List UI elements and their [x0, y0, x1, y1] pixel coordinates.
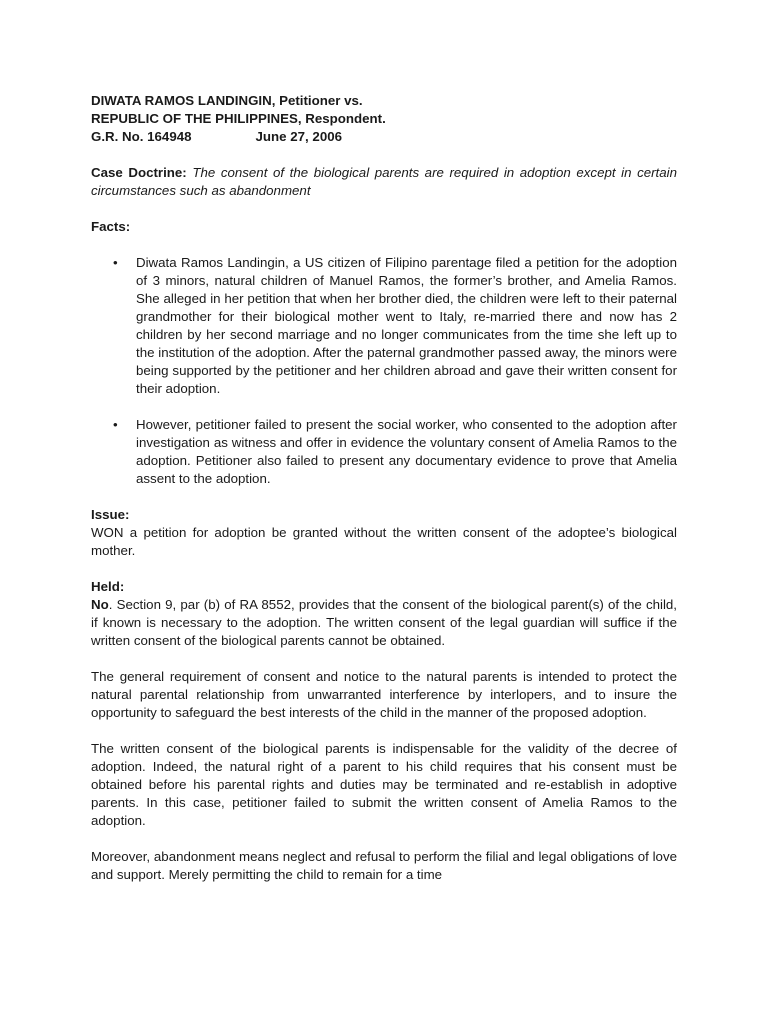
case-title-respondent: REPUBLIC OF THE PHILIPPINES, Respondent. — [91, 111, 386, 126]
bullet-icon: • — [113, 255, 118, 270]
case-gr-line — [91, 128, 677, 146]
held-answer: No — [91, 597, 109, 612]
decision-date: June 27, 2006 — [255, 129, 343, 144]
case-doctrine-text: The consent of the biological parents are required in adoption except in certain circumstances such as abandonment — [91, 165, 677, 198]
case-title-petitioner: DIWATA RAMOS LANDINGIN, Petitioner vs. — [91, 93, 363, 108]
issue-text: WON a petition for adoption be granted without the written consent of the adoptee’s biological mother. — [91, 525, 677, 558]
facts-list-item — [91, 416, 677, 488]
facts-list — [91, 254, 677, 488]
held-paragraph — [91, 596, 677, 650]
facts-heading: Facts: — [91, 219, 131, 234]
held-paragraph: Moreover, abandonment means neglect and refusal to perform the filial and legal obligations of love and support. Merely permitting the child to remain for a time — [91, 849, 677, 882]
facts-item-text: However, petitioner failed to present the social worker, who consented to the adoption after investigation as witness and offer in evidence the voluntary consent of Amelia Ramos to the adoption. Petitioner also failed to present any documentary evidence to prove that Amelia assent to the adoption. — [136, 417, 677, 486]
facts-list-item — [91, 254, 677, 398]
held-paragraph: The written consent of the biological parents is indispensable for the validity of the decree of adoption. Indeed, the natural right of a parent to his child requires that his consent must be obtained before his parental rights and duties may be terminated and re-establish in adoptive parents. In this case, petitioner failed to submit the written consent of Amelia Ramos to the adoption. — [91, 741, 677, 828]
held-paragraph: The general requirement of consent and notice to the natural parents is intended to protect the natural parental relationship from unwarranted interference by interlopers, and to insure the opportunity to safeguard the best interests of the child in the manner of the proposed adoption. — [91, 669, 677, 720]
held-heading: Held: — [91, 579, 125, 594]
held-paragraph-text: . Section 9, par (b) of RA 8552, provides that the consent of the biological parent(s) of the child, if known is necessary to the adoption. The written consent of the legal guardian will suffice if the written consent of the biological parents cannot be obtained. — [91, 597, 677, 648]
case-doctrine-label: Case Doctrine: — [91, 165, 187, 180]
bullet-icon: • — [113, 417, 118, 432]
gr-number: G.R. No. 164948 — [91, 129, 192, 144]
facts-item-text: Diwata Ramos Landingin, a US citizen of Filipino parentage filed a petition for the adoption of 3 minors, natural children of Manuel Ramos, the former’s brother, and Amelia Ramos. She alleged in her petition that when her brother died, the children were left to their paternal grandmother for their biological mother went to Italy, re-married there and now has 2 children by her second marriage and no longer communicates from the time she left up to the institution of the adoption. After the paternal grandmother passed away, the minors were being supported by the petitioner and her children abroad and gave their written consent for their adoption. — [136, 255, 677, 396]
issue-heading: Issue: — [91, 507, 130, 522]
case-doctrine — [91, 164, 677, 200]
document-page — [91, 92, 677, 884]
